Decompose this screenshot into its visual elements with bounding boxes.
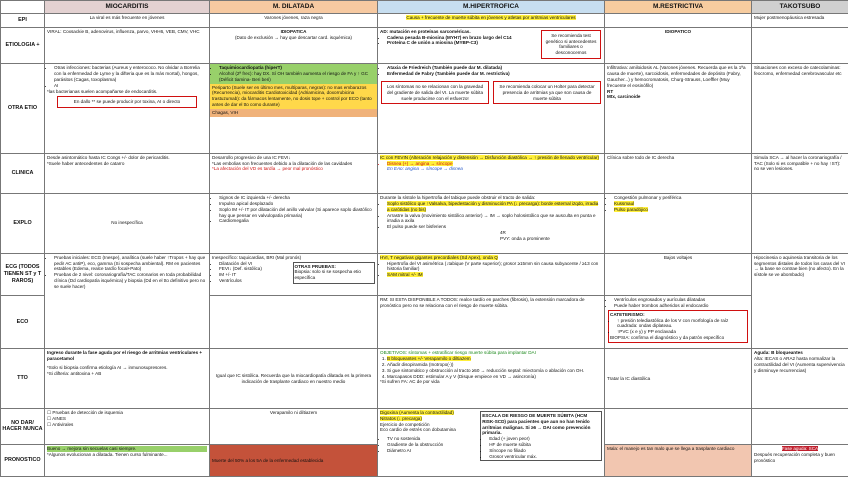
cell-text: IDIOPATICO bbox=[605, 27, 752, 64]
list-item: • Cadena pesada B-miosina (MYH7) en brazo largo del C14 bbox=[387, 35, 538, 41]
row-label: EPI bbox=[1, 13, 45, 27]
cell-text bbox=[605, 64, 752, 153]
cell-line: Durante la sístole la hipertrofia del tabique puede obstruir el tracto de salida: bbox=[380, 195, 536, 201]
cell-text: Hipocinesia o aquinesia transitoria de los segmentos distales de todos los caras del VI → la base se contrae bien (no afecto). En la sístole se ve abombado) bbox=[752, 253, 848, 349]
row-label: PRONOSTICO bbox=[1, 445, 45, 477]
cell-note: *las bacterianas suelen acompañarse de endocarditis. bbox=[47, 88, 158, 94]
header-hipertrofica: M.HIPERTROFICA bbox=[378, 1, 605, 14]
cell-line: Mtx, carcinoide bbox=[607, 94, 641, 100]
list-item: • Pruebas de 2 nivel: coronariografía/TAC coronarios en toda probabilidad clínica (Dd cardiopatía isquémica) y biopsia (Dd en el tto definitivo pero no se suele hacer) bbox=[54, 272, 207, 289]
cell-line: Eco cardio de estrés con dobutamina bbox=[380, 427, 456, 433]
cell-line: Inespecífico: taquicardias, BRI (Mal pronós) bbox=[212, 254, 302, 260]
cell-text bbox=[752, 445, 848, 477]
list-item: • Congestión pulmonar y periférica bbox=[614, 195, 749, 201]
list-item: • Kussmaul bbox=[614, 201, 749, 207]
cell-line: Ejercicio de competición bbox=[380, 421, 430, 427]
cell-note: *La afectación del VD es tardía → peor mal pronóstico bbox=[212, 166, 323, 172]
cell-empty bbox=[605, 13, 752, 27]
cell-text: Varones jóvenes, raza negra bbox=[210, 13, 378, 27]
row-clinica bbox=[1, 153, 848, 193]
cell-line: Ingreso durante la fase aguda por el riesgo de arritmias ventriculares + paracetamol bbox=[47, 350, 203, 362]
cell-line: AD: mutación en proteínas sarcoméricas. bbox=[380, 28, 471, 34]
cell-note: *Suele haber antecedentes de catarro bbox=[47, 160, 125, 166]
cell-line: RT bbox=[607, 88, 614, 94]
row-label: TTO bbox=[1, 349, 45, 409]
row-etiologia bbox=[1, 27, 848, 64]
list-item: • Soplo IM +/- IT por dilatación del anillo valvular (Si aparece soplo diastólico hay que pensar en valvulopatía primaria) bbox=[219, 207, 375, 219]
cell-line: Desarrollo progresivo de una IC FEVI↓ bbox=[212, 154, 291, 160]
cell-text: Mujer postmenopáusica estresada bbox=[752, 13, 848, 27]
row-label: OTRA ETIO bbox=[1, 64, 45, 153]
checkbox-icon: ☐ bbox=[47, 421, 52, 427]
cell-text bbox=[210, 27, 378, 64]
cell-text bbox=[378, 13, 605, 27]
cell-line: 4R bbox=[500, 229, 506, 235]
list-item: • Pulso paradójico bbox=[614, 207, 749, 213]
list-item: 1. B bloqueantes +/- Verapamilo o diltiazem bbox=[387, 356, 602, 362]
row-no-dar bbox=[1, 408, 848, 444]
cell-note: *Algunos evolucionan a dilatada. Tienen curso fulminante... bbox=[47, 451, 168, 457]
cell-text bbox=[378, 64, 605, 153]
cell-text bbox=[605, 194, 752, 254]
list-item: • Pruebas iniciales: ECG (Inespe), analítica (suele haber ↑Tropos + hay que pedir AC antiP), eco, gamma (Si sospecha ambiental). RM en pacientes estables (Edema, realce tardío focal+Pato) bbox=[54, 255, 207, 272]
cell-text: RM: SI ESTA DISPONIBLE A TODOS: realce tardío en parches (fibrosis), la extensión marcadora de pronóstico pero no se relaciona con el riesgo de muerte súbita. bbox=[378, 296, 605, 349]
header-restrictiva: M.RESTRICTIVA bbox=[605, 1, 752, 14]
cell-note: *Solo si biopsia confirma etiología AI → inmunosupresores. bbox=[47, 365, 168, 371]
row-explo bbox=[1, 194, 848, 254]
cell-text bbox=[210, 153, 378, 193]
cell-block: Chagas, VIH bbox=[210, 109, 377, 117]
list-item: • Disnea (+) → angina → síncope bbox=[387, 161, 602, 167]
cell-line: OBJETIVOS: síntomas + estratificar riesgo muerte súbita para implantar DAI bbox=[380, 350, 536, 356]
cell-text: Tratar la IC diastólica bbox=[605, 349, 752, 409]
cell-line: Digoxina (Aumenta la contractilidad) bbox=[380, 410, 454, 416]
checkbox-icon: ☐ bbox=[47, 415, 52, 421]
cell-text bbox=[45, 445, 210, 477]
list-item: • Dilatación del VI bbox=[219, 261, 291, 267]
cell-text bbox=[45, 253, 210, 349]
list-item: • Puede haber trombos adheridos al endocardio bbox=[614, 303, 749, 309]
cell-line: IC con FEVIN (Alteración relajación y distensión → Disfunción diastólica → ↑ presión de llenado ventricular) bbox=[380, 154, 600, 160]
cell-text bbox=[210, 194, 378, 254]
cell-block: Periparto (Suele ser en último mes, multíparas, negras): no mas embarazos (Recurrencia), miocarditis Cardiotoxicidad (Adriamicina, doxorrubicina trastuzumab): da fármacos lentamente, no dosis tope + control por ECO (tanto antes de dar el tto como durante) bbox=[210, 84, 377, 109]
list-item: • Ataxia de Friedreich (También puede dar M. dilatada) bbox=[387, 65, 602, 71]
cell-text bbox=[378, 253, 605, 296]
row-epi bbox=[1, 13, 848, 27]
highlight-text: Causa + frecuente de muerte súbita en jóvenes y atletas por arritmias ventriculares bbox=[406, 14, 576, 20]
list-item: • IM +/- IT bbox=[219, 272, 291, 278]
cell-text bbox=[45, 408, 210, 444]
list-item: ☐ Antivirales bbox=[47, 421, 74, 427]
list-item: • Arrastre la valva (movimiento sistólico anterior) → IM → soplo holosistólico que se ausculta en punta e irradia a axila bbox=[387, 213, 602, 225]
cell-line: Infiltrativa: amiloidosis AL (Varones jóvenes. Recuerda que es la 1ªa causa de muerte), sarcoidosis, enfermedades de depósito (Fabry, Gaucher...) y hemocromatosis, Churg-Strauss, Loeffler (Muy frecuente el eosinófilo) bbox=[607, 65, 746, 88]
cell-text bbox=[210, 253, 378, 296]
cell-line: Desde asintomático hasta IC Congs +/- dolor de pericarditis. bbox=[47, 154, 170, 160]
cell-text: Simula SCA → al hacer la coronariografía / TAC (Solo si es compatible + no hay ↑ST): no se ven lesiones. bbox=[752, 153, 848, 193]
cell-text bbox=[210, 64, 378, 153]
list-item: 4. Marcapasos DDD: estimular A y V (Disque empiece en VD → asincronía) bbox=[387, 374, 602, 380]
header-takotsubo: TAKOTSUBO bbox=[752, 1, 848, 14]
list-item: • Hipertrofia del VI asimétrica (↓tabique (V parte superior); grosor ≥15mm sin causa subyacente / ≥13 con historia familiar) bbox=[387, 261, 602, 273]
row-otra-etio bbox=[1, 64, 848, 153]
note-box: OTRAS PRUEBAS: Biopsia: solo si se sospecha etio específica bbox=[293, 262, 376, 284]
list-item: • SAM mitral +/- IM bbox=[387, 272, 602, 278]
cell-text bbox=[378, 153, 605, 193]
cell-text bbox=[378, 349, 605, 409]
cell-empty bbox=[752, 27, 848, 64]
row-tto bbox=[1, 349, 848, 409]
cell-line: Fase aguda: SCA bbox=[781, 446, 819, 452]
cell-note: En EAo: angina → síncope → disnea bbox=[387, 166, 463, 172]
list-item: • Taquimiocardiopatía (hiperT) bbox=[219, 65, 375, 71]
list-item: • Otras infecciones: bacterias (Aureus y enterococo. No olvidar a Borrelia con la enfermedad de Lyme y la difteria que es la más mortal), hongos, parásitos (Cagas, toxoplasma) bbox=[54, 65, 207, 82]
cell-text: Clínica sobre todo de IC derecha bbox=[605, 153, 752, 193]
row-label: EXPLO bbox=[1, 194, 45, 254]
header-dilatada: M. DILATADA bbox=[210, 1, 378, 14]
list-item: • Signos de IC izquierda +/- derecha bbox=[219, 195, 375, 201]
cell-text: Digoxina (Aumenta la contractilidad) Nitratos (↓ precarga) Ejercicio de competición Eco cardio de estrés con dobutamina • TV no sostenida • Gradiente de la obstrucción • Diámetro AI ESCALA DE RIESGO DE MUERTE SÚBITA (HCM RISK-SCD) para pacientes que aun no han tenido arritmias malignas. Si ≥6 → DAI como prevención primaria. • Edad (+ joven peor) • HF de muerte súbita • Síncope no filiado • Grosor ventricular máx. bbox=[378, 408, 605, 476]
cell-line: Bueno → mejora sin secuelas casi siempre. bbox=[47, 446, 207, 452]
row-ecg bbox=[1, 253, 848, 296]
cell-text bbox=[378, 194, 605, 254]
list-item: 3. Si gue sintomático y obstrucción al tracto ≥50 → reducción septal: miectomía o ablación con OH. bbox=[387, 368, 602, 374]
cell-empty bbox=[210, 296, 378, 349]
list-item: • Enfermedad de Fabry (También puede dar M. restrictiva) bbox=[387, 71, 602, 77]
cell-text bbox=[605, 296, 752, 349]
checkbox-icon: ☐ bbox=[47, 410, 52, 416]
header-row bbox=[1, 1, 848, 14]
cell-empty bbox=[752, 408, 848, 444]
cell-text: VIRAL: Coxsackie B, adenovirus, influenza, parvo, VHH6, VEB, CMV, VHC bbox=[45, 27, 210, 64]
cell-line: PVY: onda a prominente bbox=[500, 235, 550, 241]
list-item: • FEVI↓ (Def. sistólica) bbox=[219, 266, 291, 272]
cell-line: Nitratos (↓ precarga) bbox=[380, 415, 422, 421]
cell-text bbox=[378, 27, 605, 64]
cell-note: *Las embolias son frecuentes debido a la dilatación de las cavidades bbox=[212, 160, 353, 166]
cell-empty bbox=[605, 408, 752, 444]
list-item: • Proteína C de unión a miosina (MYBP-C3) bbox=[387, 40, 538, 46]
list-item: • Alcohol (2ª frec): hay DX. Sí OH también aumenta el riesgo de FA y ↑ GC (Déficit tiamina- Beri beri) bbox=[219, 71, 375, 83]
row-label: ECG (TODOS TIENEN ST y T RAROS) bbox=[1, 253, 45, 296]
cell-text: No inespecífica bbox=[45, 194, 210, 254]
cell-line: HVI, T negativas gigantes precordiales (Sd Apex), onda Q bbox=[380, 254, 498, 260]
cell-text bbox=[45, 349, 210, 409]
list-item: • Impulso apical desplazado bbox=[219, 201, 375, 207]
cell-text: Aguda: B bloqueantes Alta: IECAS o ARA2 hasta normalizar la contractilidad del VI (Aumenta supervivencia y disminuye recurrencias) bbox=[752, 349, 848, 409]
list-item: • Soplo sistólico que ↑Valsalva, bipedestación y disminución PA (↓ precarga): borde esternal izqdo, irradia a carótidas (no bis) bbox=[387, 201, 602, 213]
list-item: • Ventrículos engrosados y aurículas dilatadas bbox=[614, 297, 749, 303]
note-box: CATETERISMO: • ↑ presión telediastólica de los V con morfología de raíz cuadrada: ondas diplateau. • ↑PVC (x e y) y PP enclavada BIOPSIA: confirma el diagnóstico y da patrón específico bbox=[608, 310, 748, 343]
cell-text: Verapamilo ni diltiazem bbox=[210, 408, 378, 444]
cell-note: (Dato de exclusión → hay que descartar card. isquémica) bbox=[235, 34, 352, 40]
cell-text bbox=[45, 153, 210, 193]
cell-note: Después recuperación completa y buen pronóstico bbox=[754, 451, 835, 463]
list-item: ☐ Pruebas de detección de isquemia bbox=[47, 410, 123, 416]
list-item: • Ventrículos bbox=[219, 278, 291, 284]
cell-title: IDIOPATICA bbox=[280, 28, 307, 34]
list-item: • AI bbox=[54, 83, 207, 89]
note-box: Se recomienda test genético si antecedentes familiares o desconocemos bbox=[541, 30, 601, 59]
note-box: Los síntomas no se relacionan con la gravedad del gradiente de salida del VI. La muerte súbita suele producirse con el esfuerzo! bbox=[381, 81, 489, 104]
cell-text: Muerte del 50% a los 5A de la enfermedad establecida bbox=[210, 445, 378, 477]
cell-text: Bajos voltajes bbox=[605, 253, 752, 296]
list-item: • El pulso puede ser bisferiens bbox=[387, 224, 602, 230]
cell-text: La viral es más frecuente en jóvenes bbox=[45, 13, 210, 27]
row-label: ECO bbox=[1, 296, 45, 349]
header-empty bbox=[1, 1, 45, 14]
cell-empty bbox=[752, 194, 848, 254]
row-label: NO DAR/ HACER NUNCA bbox=[1, 408, 45, 444]
list-item: 2. Añadir disopiramida (Inotropo(-)) bbox=[387, 362, 602, 368]
cell-text bbox=[45, 64, 210, 153]
header-miocarditis: MIOCARDITIS bbox=[45, 1, 210, 14]
row-label: ETIOLOGIA + bbox=[1, 27, 45, 64]
cell-text: Mala: el manejo es tan malo que se llega a trasplante cardiaco bbox=[605, 445, 752, 477]
row-label: CLINICA bbox=[1, 153, 45, 193]
list-item: ☐ AINES bbox=[47, 415, 66, 421]
note-box: En dallo ** se puede producir por toxina, AI o directo bbox=[57, 96, 197, 108]
cell-text: Igual que IC sistólica. Recuerda que la miocardiopatía dilatada es la primera indicación de trasplante cardiaco en nuestro medio bbox=[210, 349, 378, 409]
cell-note: *Si sufren FA: AC de por vida bbox=[380, 379, 440, 385]
note-box: Se recomienda colocar un Holter para detectar presencia de arritmias ya que son causa de muerte súbita bbox=[493, 81, 601, 104]
list-item: • Cardiomegalia bbox=[219, 218, 375, 224]
cell-note: *Si difteria: antitoxina + AB bbox=[47, 370, 102, 376]
risk-scale-box: ESCALA DE RIESGO DE MUERTE SÚBITA (HCM RISK-SCD) para pacientes que aun no han tenido arritmias malignas. Si ≥6 → DAI como prevención primaria. • Edad (+ joven peor) • HF de muerte súbita • Síncope no filiado • Grosor ventricular máx. bbox=[480, 411, 602, 461]
cell-text: Situaciones con exceso de catecolaminas: feocromo, enfermedad cerebrovascular etc bbox=[752, 64, 848, 153]
